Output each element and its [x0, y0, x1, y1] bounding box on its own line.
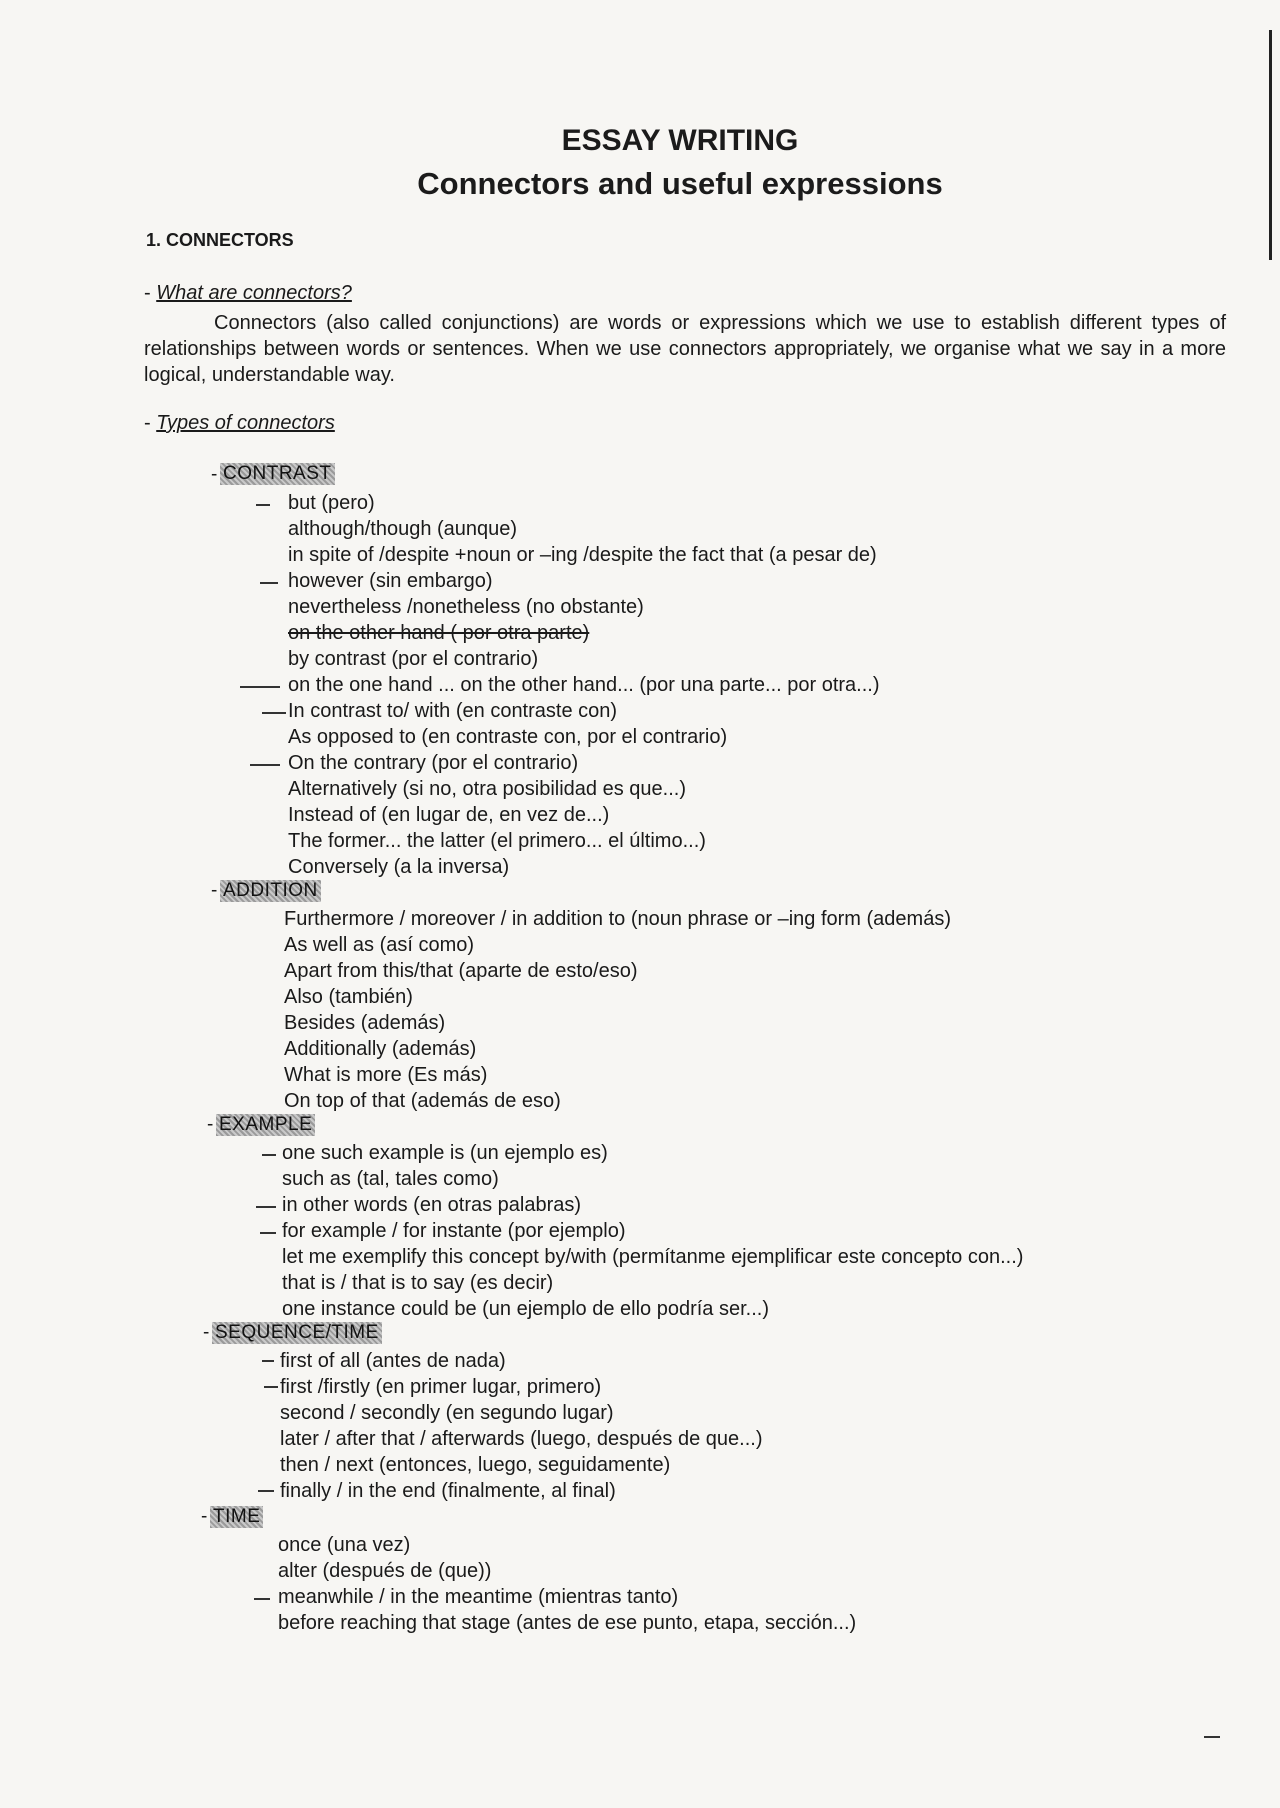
contrast-item: however (sin embargo) [288, 570, 493, 592]
contrast-item: Alternatively (si no, otra posibilidad es que...) [288, 778, 686, 800]
addition-item: What is more (Es más) [284, 1064, 488, 1086]
contrast-item: The former... the latter (el primero... el último...) [288, 830, 706, 852]
category-dash: - [201, 1506, 208, 1527]
addition-item: On top of that (además de eso) [284, 1090, 561, 1112]
margin-mark [1204, 1736, 1220, 1738]
contrast-item: but (pero) [288, 492, 375, 514]
handwritten-tick [262, 1154, 276, 1156]
sequence-item: first of all (antes de nada) [280, 1350, 506, 1372]
contrast-item: on the one hand ... on the other hand... (por una parte... por otra...) [288, 674, 880, 696]
example-item: let me exemplify this concept by/with (permítanme ejemplificar este concepto con...) [282, 1246, 1024, 1268]
handwritten-tick [256, 504, 270, 506]
sequence-item: finally / in the end (finalmente, al final) [280, 1480, 616, 1502]
handwritten-tick [258, 1490, 274, 1492]
category-dash: - [203, 1322, 210, 1343]
document-subtitle: Connectors and useful expressions [417, 166, 943, 201]
document-title: ESSAY WRITING [561, 124, 799, 157]
handwritten-tick [250, 764, 280, 766]
addition-item: Also (también) [284, 986, 413, 1008]
contrast-item: nevertheless /nonetheless (no obstante) [288, 596, 644, 618]
handwritten-tick [260, 1232, 276, 1234]
types-heading-text: Types of connectors [156, 412, 335, 434]
handwritten-tick [262, 1360, 274, 1362]
time-item: once (una vez) [278, 1534, 411, 1556]
time-item: alter (después de (que)) [278, 1560, 492, 1582]
addition-item: Besides (además) [284, 1012, 446, 1034]
category-dash: - [211, 464, 218, 485]
sequence-item: second / secondly (en segundo lugar) [280, 1402, 614, 1424]
addition-item: As well as (así como) [284, 934, 475, 956]
contrast-item: in spite of /despite +noun or –ing /despite the fact that (a pesar de) [288, 544, 877, 566]
handwritten-tick [260, 582, 278, 584]
section-heading: 1. CONNECTORS [146, 230, 294, 250]
handwritten-tick [256, 1206, 276, 1208]
category-addition: ADDITION [220, 880, 321, 902]
contrast-item: although/though (aunque) [288, 518, 518, 540]
contrast-item: Instead of (en lugar de, en vez de...) [288, 804, 610, 826]
category-time: TIME [210, 1506, 263, 1528]
contrast-item: As opposed to (en contraste con, por el contrario) [288, 726, 728, 748]
category-contrast: CONTRAST [220, 463, 335, 485]
contrast-item: Conversely (a la inversa) [288, 856, 510, 878]
handwritten-tick [264, 1386, 278, 1388]
category-sequence-time: SEQUENCE/TIME [212, 1322, 382, 1344]
contrast-item: In contrast to/ with (en contraste con) [288, 700, 618, 722]
sequence-item: then / next (entonces, luego, seguidamente) [280, 1454, 671, 1476]
sequence-item: later / after that / afterwards (luego, después de que...) [280, 1428, 763, 1450]
question-text: What are connectors? [156, 282, 352, 304]
category-dash: - [211, 880, 218, 901]
handwritten-tick [254, 1598, 270, 1600]
addition-item: Apart from this/that (aparte de esto/eso) [284, 960, 638, 982]
addition-item: Furthermore / moreover / in addition to (noun phrase or –ing form (además) [284, 908, 951, 930]
contrast-item-struck: on the other hand ( por otra parte) [288, 622, 590, 644]
intro-text: Connectors (also called conjunctions) are words or expressions which we use to establish different types of relationships between words or sentences. When we use connectors appropriately, we organise what we say in a more logical, understandable way. [144, 312, 1226, 386]
example-item: one such example is (un ejemplo es) [282, 1142, 608, 1164]
handwritten-tick [262, 712, 286, 714]
example-item: in other words (en otras palabras) [282, 1194, 582, 1216]
intro-paragraph [144, 310, 1226, 388]
handwritten-tick [240, 686, 280, 688]
sequence-item: first /firstly (en primer lugar, primero) [280, 1376, 602, 1398]
time-item: meanwhile / in the meantime (mientras tanto) [278, 1586, 679, 1608]
contrast-item: On the contrary (por el contrario) [288, 752, 579, 774]
time-item: before reaching that stage (antes de ese punto, etapa, sección...) [278, 1612, 857, 1634]
question-what-are-connectors: - What are connectors? [144, 282, 352, 304]
category-example: EXAMPLE [216, 1114, 315, 1136]
contrast-item: by contrast (por el contrario) [288, 648, 539, 670]
addition-item: Additionally (además) [284, 1038, 477, 1060]
category-dash: - [207, 1114, 214, 1135]
example-item: one instance could be (un ejemplo de ello podría ser...) [282, 1298, 769, 1320]
example-item: for example / for instante (por ejemplo) [282, 1220, 626, 1242]
example-item: such as (tal, tales como) [282, 1168, 499, 1190]
question-types-of-connectors: - Types of connectors [144, 412, 335, 434]
example-item: that is / that is to say (es decir) [282, 1272, 554, 1294]
